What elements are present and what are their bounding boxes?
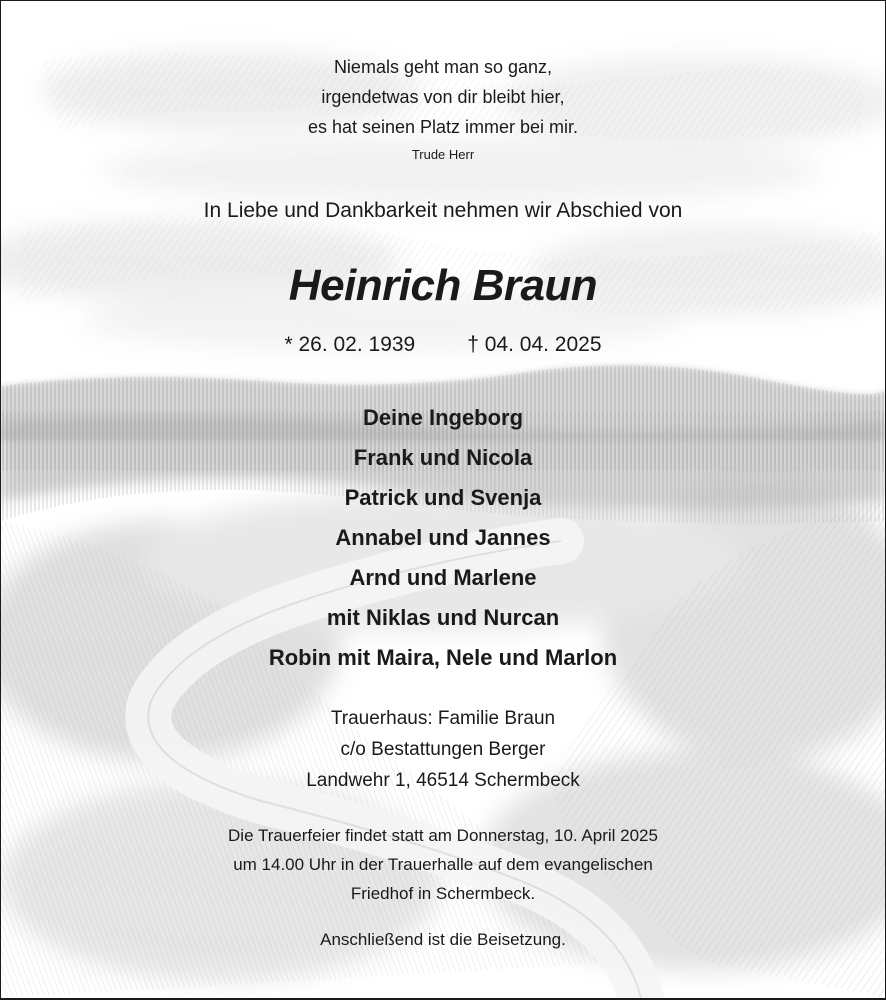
- quote-author: Trude Herr: [411, 147, 475, 162]
- mourner-line: Arnd und Marlene: [349, 565, 537, 590]
- mourner-line: Annabel und Jannes: [335, 525, 551, 550]
- address-line-1: Trauerhaus: Familie Braun: [330, 708, 556, 729]
- deceased-name: Heinrich Braun: [288, 261, 598, 310]
- mourner-line: mit Niklas und Nurcan: [326, 605, 560, 630]
- intro-text: In Liebe und Dankbarkeit nehmen wir Abschied von: [203, 199, 683, 222]
- birth-date: * 26. 02. 1939: [284, 333, 416, 356]
- mourner-line: Frank und Nicola: [353, 445, 533, 470]
- quote-line-2: irgendetwas von dir bleibt hier,: [321, 87, 565, 107]
- service-line-2: um 14.00 Uhr in der Trauerhalle auf dem evangelischen: [233, 855, 653, 874]
- life-dates: [1, 331, 885, 359]
- service-line-3: Friedhof in Schermbeck.: [350, 884, 536, 903]
- mourner-line: Patrick und Svenja: [344, 485, 542, 510]
- mourner-line: Deine Ingeborg: [362, 405, 524, 430]
- mourner-line: Robin mit Maira, Nele und Marlon: [268, 645, 618, 670]
- quote-line-1: Niemals geht man so ganz,: [333, 57, 553, 77]
- quote-line-3: es hat seinen Platz immer bei mir.: [307, 117, 579, 137]
- address-line-2: c/o Bestattungen Berger: [340, 739, 546, 760]
- service-line-1: Die Trauerfeier findet statt am Donnerstag, 10. April 2025: [228, 826, 658, 845]
- address-line-3: Landwehr 1, 46514 Schermbeck: [306, 770, 580, 791]
- burial-note: Anschließend ist die Beisetzung.: [320, 930, 566, 949]
- death-date: † 04. 04. 2025: [467, 333, 602, 356]
